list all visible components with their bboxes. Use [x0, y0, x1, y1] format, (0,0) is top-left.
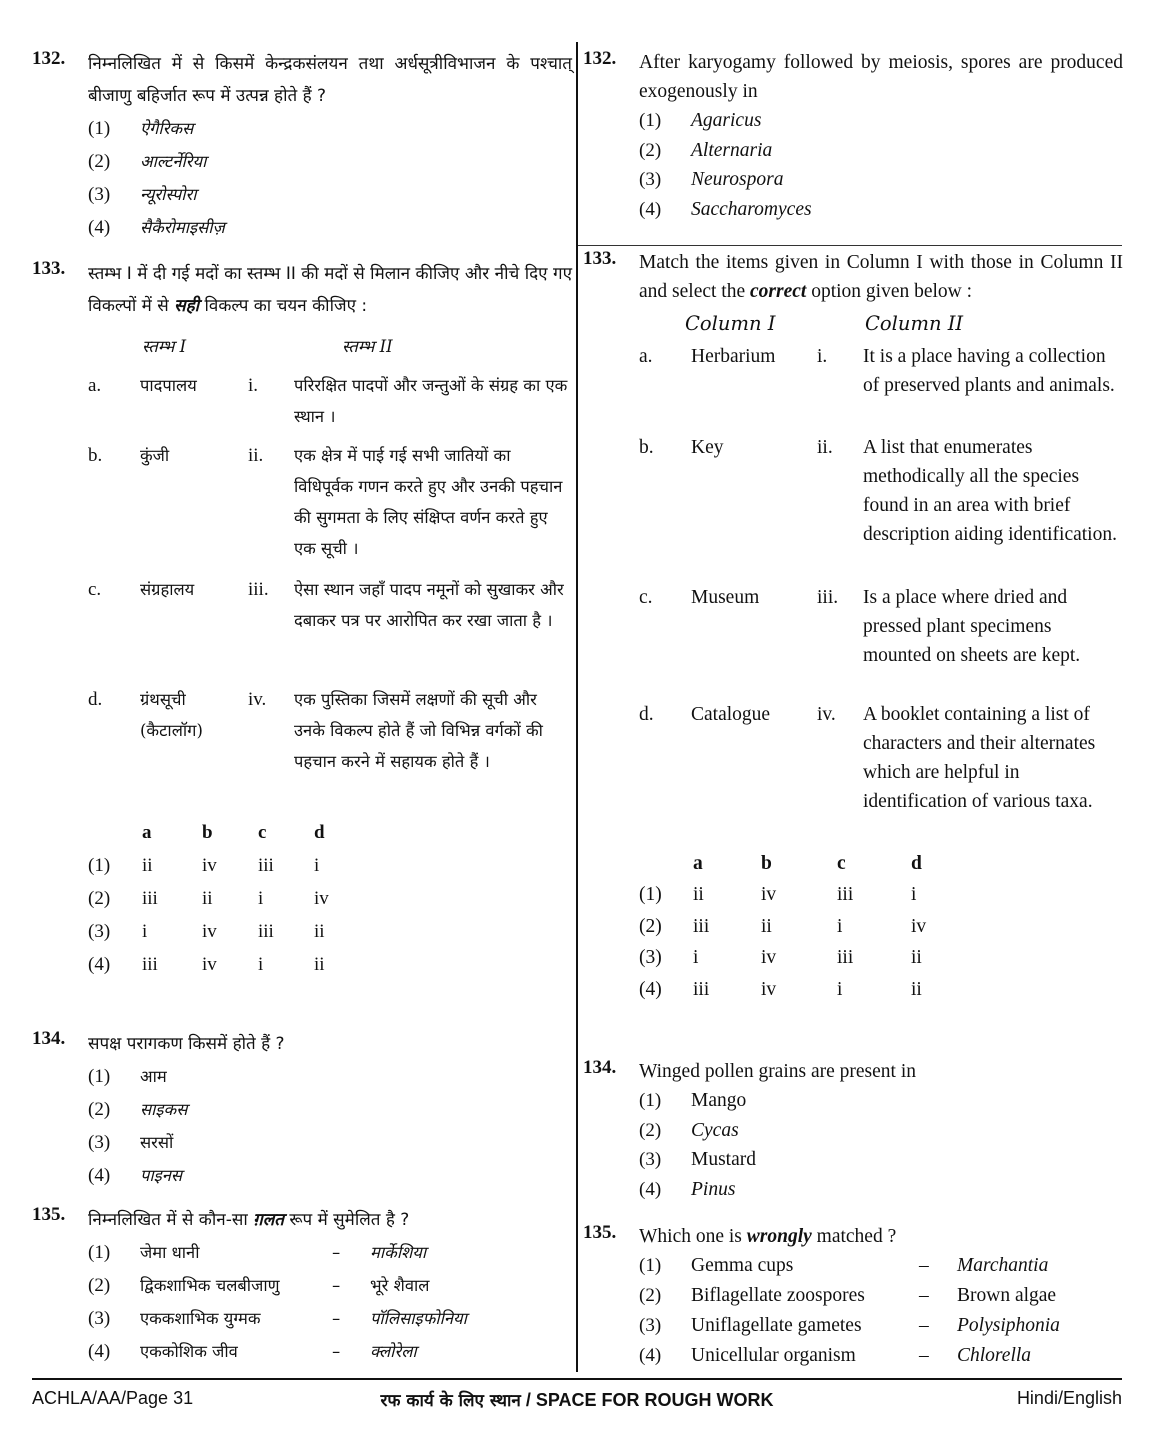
grid-head-c: c [837, 853, 846, 874]
question-number: 135. [583, 1222, 617, 1243]
option-number: (2) [88, 1275, 111, 1296]
option-text: आल्टर्नेरिया [140, 152, 207, 171]
option[interactable] [639, 1251, 1123, 1281]
option[interactable] [639, 195, 1123, 225]
question-text-part: matched ? [816, 1226, 897, 1247]
row-item: संग्रहालय [140, 580, 195, 599]
grid-cell: iv [202, 954, 217, 975]
grid-head-a: a [693, 853, 703, 874]
option-number: (1) [88, 855, 111, 876]
row-roman: iii. [817, 587, 839, 608]
option-number: (3) [88, 921, 111, 942]
row-letter: c. [639, 587, 653, 608]
row-item: कुंजी [140, 446, 170, 465]
option-number: (2) [88, 1099, 111, 1120]
question-text [88, 258, 572, 322]
question-text-part: Which one is [639, 1226, 742, 1247]
question-number: 134. [583, 1057, 617, 1078]
grid-cell: iv [761, 978, 777, 1000]
row-roman: iii. [248, 579, 269, 600]
option-left: Gemma cups [691, 1255, 794, 1276]
option-number: (1) [88, 118, 111, 139]
question-text-part: स्तम्भ I में दी गई मदों का स्तम्भ II की मदों से मिलान कीजिए और नीचे दिए गए विकल्पों में से [88, 264, 572, 316]
option[interactable] [639, 1281, 1123, 1311]
question-text-part: रूप में सुमेलित है ? [289, 1210, 410, 1230]
row-letter: b. [88, 445, 103, 466]
option[interactable] [88, 1060, 572, 1093]
grid-cell: iii [142, 954, 158, 975]
question-134-english [583, 1057, 1123, 1204]
option-number: (4) [639, 1178, 662, 1200]
grid-cell: i [314, 855, 320, 876]
option-left: द्विकशाभिक चलबीजाणु [140, 1276, 280, 1295]
option-text: Cycas [691, 1119, 739, 1141]
dash: – [332, 1276, 341, 1295]
column-headers [583, 306, 1123, 342]
option[interactable] [88, 1236, 572, 1269]
grid-cell: iv [761, 947, 777, 968]
option-right: भूरे शैवाल [370, 1276, 430, 1295]
question-text: Winged pollen grains are present in [639, 1061, 916, 1082]
option-number: (3) [88, 1308, 111, 1329]
row-description: A list that enumerates methodically all the species found in an area with brief description aiding identification. [863, 437, 1117, 545]
row-letter: a. [88, 375, 102, 396]
column-2-header: स्तम्भ II [342, 337, 393, 356]
row-item: पादपालय [140, 376, 197, 395]
question-text-part: option given below : [811, 281, 973, 302]
option-text: Alternaria [691, 139, 773, 161]
question-text [639, 1222, 1123, 1251]
emphasis: wrongly [746, 1226, 812, 1247]
option[interactable] [639, 1175, 1123, 1205]
grid-cell: i [142, 921, 148, 942]
match-row [32, 574, 572, 684]
grid-head-d: d [314, 822, 325, 843]
row-roman: i. [817, 346, 828, 367]
option-text: आम [140, 1067, 167, 1086]
row-letter: c. [88, 579, 102, 600]
grid-head-c: c [258, 822, 267, 843]
option[interactable] [88, 1126, 572, 1159]
row-description: एक क्षेत्र में पाई गई सभी जातियों का विधिपूर्वक गणन करते हुए और उनकी पहचान की सुगमता के लिए संक्षिप्त वर्णन करते हुए एक सूची । [294, 446, 563, 558]
grid-head-a: a [142, 822, 152, 843]
question-135-hindi [32, 1204, 572, 1368]
question-133-hindi [32, 258, 572, 981]
grid-cell: iv [314, 888, 329, 909]
column-1-header: Column I [685, 312, 776, 335]
option-number: (4) [88, 954, 111, 975]
option-right: पॉलिसाइफोनिया [370, 1309, 467, 1328]
dash: – [919, 1285, 929, 1306]
answer-option[interactable] [583, 911, 1123, 943]
row-roman: ii. [248, 445, 264, 466]
row-letter: d. [88, 689, 103, 710]
option[interactable] [88, 1159, 572, 1192]
option-left: Uniflagellate gametes [691, 1315, 862, 1336]
question-132-english [583, 48, 1123, 224]
row-item: Key [691, 437, 724, 458]
option[interactable] [639, 136, 1123, 166]
answer-grid-header [583, 848, 1123, 879]
column-headers [32, 328, 572, 366]
option-number: (1) [639, 884, 662, 905]
row-letter: d. [639, 704, 654, 725]
hindi-column [32, 38, 572, 1375]
row-item: ग्रंथसूची (कैटालॉग) [140, 690, 203, 740]
option-text: Neurospora [691, 169, 784, 190]
grid-cell: ii [314, 921, 325, 942]
grid-cell: iii [693, 978, 710, 1000]
question-133-english [583, 248, 1123, 1005]
answer-option[interactable] [583, 942, 1123, 974]
grid-cell: iii [837, 947, 854, 968]
dash: – [332, 1342, 341, 1361]
match-row [32, 684, 572, 816]
row-letter: a. [639, 346, 653, 367]
option[interactable] [639, 165, 1123, 195]
option-right: Polysiphonia [957, 1315, 1060, 1336]
option-text: Pinus [691, 1178, 736, 1200]
question-text: निम्नलिखित में से किसमें केन्द्रकसंलयन तथा अर्धसूत्रीविभाजन के पश्चात् बीजाणु बहिर्जात रूप में उत्पन्न होते हैं ? [88, 54, 572, 106]
option-number: (1) [88, 1066, 111, 1087]
row-item: Museum [691, 587, 760, 608]
option-left: Biflagellate zoospores [691, 1285, 865, 1306]
column-1-header: स्तम्भ I [142, 337, 187, 356]
row-description: परिरक्षित पादपों और जन्तुओं के संग्रह का एक स्थान । [294, 376, 568, 426]
option[interactable] [639, 1086, 1123, 1116]
option[interactable] [639, 106, 1123, 136]
question-text [88, 1204, 572, 1236]
answer-grid-header [32, 816, 572, 849]
option-text: Mango [691, 1090, 747, 1111]
option-left: एककोशिक जीव [140, 1342, 238, 1361]
option-number: (4) [639, 978, 662, 1000]
option-number: (1) [639, 1255, 662, 1276]
option[interactable] [88, 178, 572, 211]
rough-work-hindi: रफ कार्य के लिए स्थान [380, 1391, 521, 1411]
footer-rule [32, 1378, 1122, 1380]
emphasis: सही [174, 296, 200, 316]
grid-cell: iii [258, 921, 274, 942]
match-row [583, 433, 1123, 583]
rough-work-english: SPACE FOR ROUGH WORK [535, 1390, 774, 1410]
question-135-english [583, 1222, 1123, 1371]
question-number: 134. [32, 1028, 66, 1049]
answer-option[interactable] [583, 879, 1123, 911]
option-number: (4) [88, 217, 111, 238]
emphasis: correct [750, 281, 807, 302]
column-2-header: Column II [865, 312, 964, 335]
row-roman: ii. [817, 437, 833, 458]
option[interactable] [639, 1116, 1123, 1146]
match-row [32, 370, 572, 440]
option-number: (3) [88, 1132, 111, 1153]
option-right: Chlorella [957, 1345, 1032, 1366]
option-right: मार्केशिया [370, 1243, 427, 1262]
emphasis: ग़लत [253, 1210, 284, 1230]
grid-cell: iii [142, 888, 158, 909]
separator: / [520, 1390, 536, 1410]
option[interactable] [88, 1335, 572, 1368]
question-text: सपक्ष परागकण किसमें होते हैं ? [88, 1034, 285, 1054]
option-right: क्लोरेला [370, 1342, 417, 1361]
option-text: पाइनस [140, 1166, 183, 1185]
option-number: (2) [639, 915, 662, 937]
option[interactable] [88, 145, 572, 178]
option-text: न्यूरोस्पोरा [140, 185, 197, 204]
question-number: 132. [32, 48, 66, 69]
row-description: एक पुस्तिका जिसमें लक्षणों की सूची और उनके विकल्प होते हैं जो विभिन्न वर्गकों की पहचान करने में सहायक होते हैं । [294, 690, 543, 771]
grid-cell: i [911, 884, 917, 905]
question-number: 135. [32, 1204, 66, 1225]
row-description: A booklet containing a list of characters and their alternates which are helpful in identification of various taxa. [863, 704, 1096, 812]
answer-option[interactable] [32, 948, 572, 981]
question-number: 133. [583, 248, 617, 269]
option-number: (2) [639, 1285, 662, 1306]
match-row [583, 583, 1123, 700]
option-number: (2) [88, 888, 111, 909]
answer-option[interactable] [32, 915, 572, 948]
option[interactable] [639, 1341, 1123, 1371]
dash: – [332, 1309, 341, 1328]
row-description: It is a place having a collection of preserved plants and animals. [863, 346, 1115, 396]
option[interactable] [88, 1302, 572, 1335]
page-code: ACHLA/AA/Page 31 [32, 1388, 194, 1408]
option[interactable] [639, 1145, 1123, 1175]
grid-cell: ii [911, 978, 922, 1000]
grid-cell: i [693, 947, 699, 968]
question-text-part: Match the items given in Column I with those in Column II and select the [639, 252, 1123, 302]
dash: – [919, 1345, 929, 1366]
option-number: (4) [639, 198, 662, 220]
language-label: Hindi/English [1016, 1388, 1122, 1408]
grid-cell: i [258, 888, 264, 909]
grid-head-b: b [202, 822, 213, 843]
dash: – [919, 1315, 929, 1336]
grid-cell: ii [693, 884, 704, 905]
option-left: Unicellular organism [691, 1345, 856, 1366]
option[interactable] [88, 1269, 572, 1302]
option-number: (2) [639, 1119, 662, 1141]
option-number: (3) [639, 947, 662, 968]
row-item: Herbarium [691, 346, 776, 367]
option-number: (2) [88, 151, 111, 172]
option-number: (3) [639, 169, 662, 190]
row-description: ऐसा स्थान जहाँ पादप नमूनों को सुखाकर और दबाकर पत्र पर आरोपित कर रखा जाता है । [294, 580, 564, 630]
dash: – [332, 1243, 341, 1262]
grid-head-d: d [911, 853, 922, 874]
option-right: Marchantia [957, 1255, 1049, 1276]
question-text: After karyogamy followed by meiosis, spores are produced exogenously in [639, 52, 1123, 102]
grid-cell: i [258, 954, 264, 975]
grid-cell: ii [761, 915, 772, 937]
option-text: Mustard [691, 1149, 756, 1170]
grid-cell: iv [202, 921, 217, 942]
rough-work-label [32, 1388, 1122, 1411]
grid-cell: ii [314, 954, 325, 975]
grid-cell: ii [911, 947, 922, 968]
option-number: (3) [88, 184, 111, 205]
option-number: (4) [639, 1345, 662, 1366]
answer-option[interactable] [32, 849, 572, 882]
option-number: (3) [639, 1149, 662, 1170]
question-number: 133. [32, 258, 66, 279]
grid-cell: i [837, 978, 843, 1000]
option[interactable] [88, 211, 572, 244]
option-number: (1) [88, 1242, 111, 1263]
option-text: Agaricus [691, 110, 762, 131]
match-row [583, 700, 1123, 848]
grid-cell: iii [693, 915, 710, 937]
question-134-hindi [32, 1028, 572, 1192]
question-text-part: विकल्प का चयन कीजिए : [204, 296, 368, 316]
grid-cell: iii [837, 884, 854, 905]
answer-option[interactable] [583, 974, 1123, 1006]
option-left: जेमा धानी [140, 1243, 200, 1262]
row-description: Is a place where dried and pressed plant specimens mounted on sheets are kept. [863, 587, 1081, 666]
option-right: Brown algae [957, 1285, 1057, 1306]
option-number: (4) [88, 1165, 111, 1186]
option-number: (1) [639, 110, 662, 131]
grid-cell: ii [202, 888, 213, 909]
option-text: सरसों [140, 1133, 174, 1152]
grid-cell: iv [761, 884, 777, 905]
option-text: साइकस [140, 1100, 188, 1119]
row-roman: iv. [248, 689, 267, 710]
option-text: सैकैरोमाइसीज़ [140, 218, 225, 237]
column-divider [576, 42, 578, 1372]
option[interactable] [88, 112, 572, 145]
grid-cell: iii [258, 855, 274, 876]
grid-cell: i [837, 915, 843, 937]
english-column [583, 38, 1123, 1375]
page-footer [32, 1388, 1122, 1414]
option-number: (1) [639, 1090, 662, 1111]
option-left: एककशाभिक युग्मक [140, 1309, 261, 1328]
option-text: ऐगैरिकस [140, 119, 194, 138]
match-row [583, 342, 1123, 433]
option[interactable] [88, 1093, 572, 1126]
dash: – [919, 1255, 929, 1276]
option-number: (3) [639, 1315, 662, 1336]
grid-head-b: b [761, 853, 772, 874]
question-text-part: निम्नलिखित में से कौन-सा [88, 1210, 248, 1230]
option-number: (4) [88, 1341, 111, 1362]
option-number: (2) [639, 139, 662, 161]
row-letter: b. [639, 437, 654, 458]
question-number: 132. [583, 48, 617, 69]
grid-cell: iv [911, 915, 927, 937]
row-roman: iv. [817, 704, 836, 725]
match-row [32, 440, 572, 574]
option[interactable] [639, 1311, 1123, 1341]
question-132-hindi [32, 48, 572, 244]
option-text: Saccharomyces [691, 198, 812, 220]
row-roman: i. [248, 375, 259, 396]
grid-cell: iv [202, 855, 217, 876]
question-text [639, 248, 1123, 306]
answer-option[interactable] [32, 882, 572, 915]
grid-cell: ii [142, 855, 153, 876]
row-item: Catalogue [691, 704, 771, 725]
